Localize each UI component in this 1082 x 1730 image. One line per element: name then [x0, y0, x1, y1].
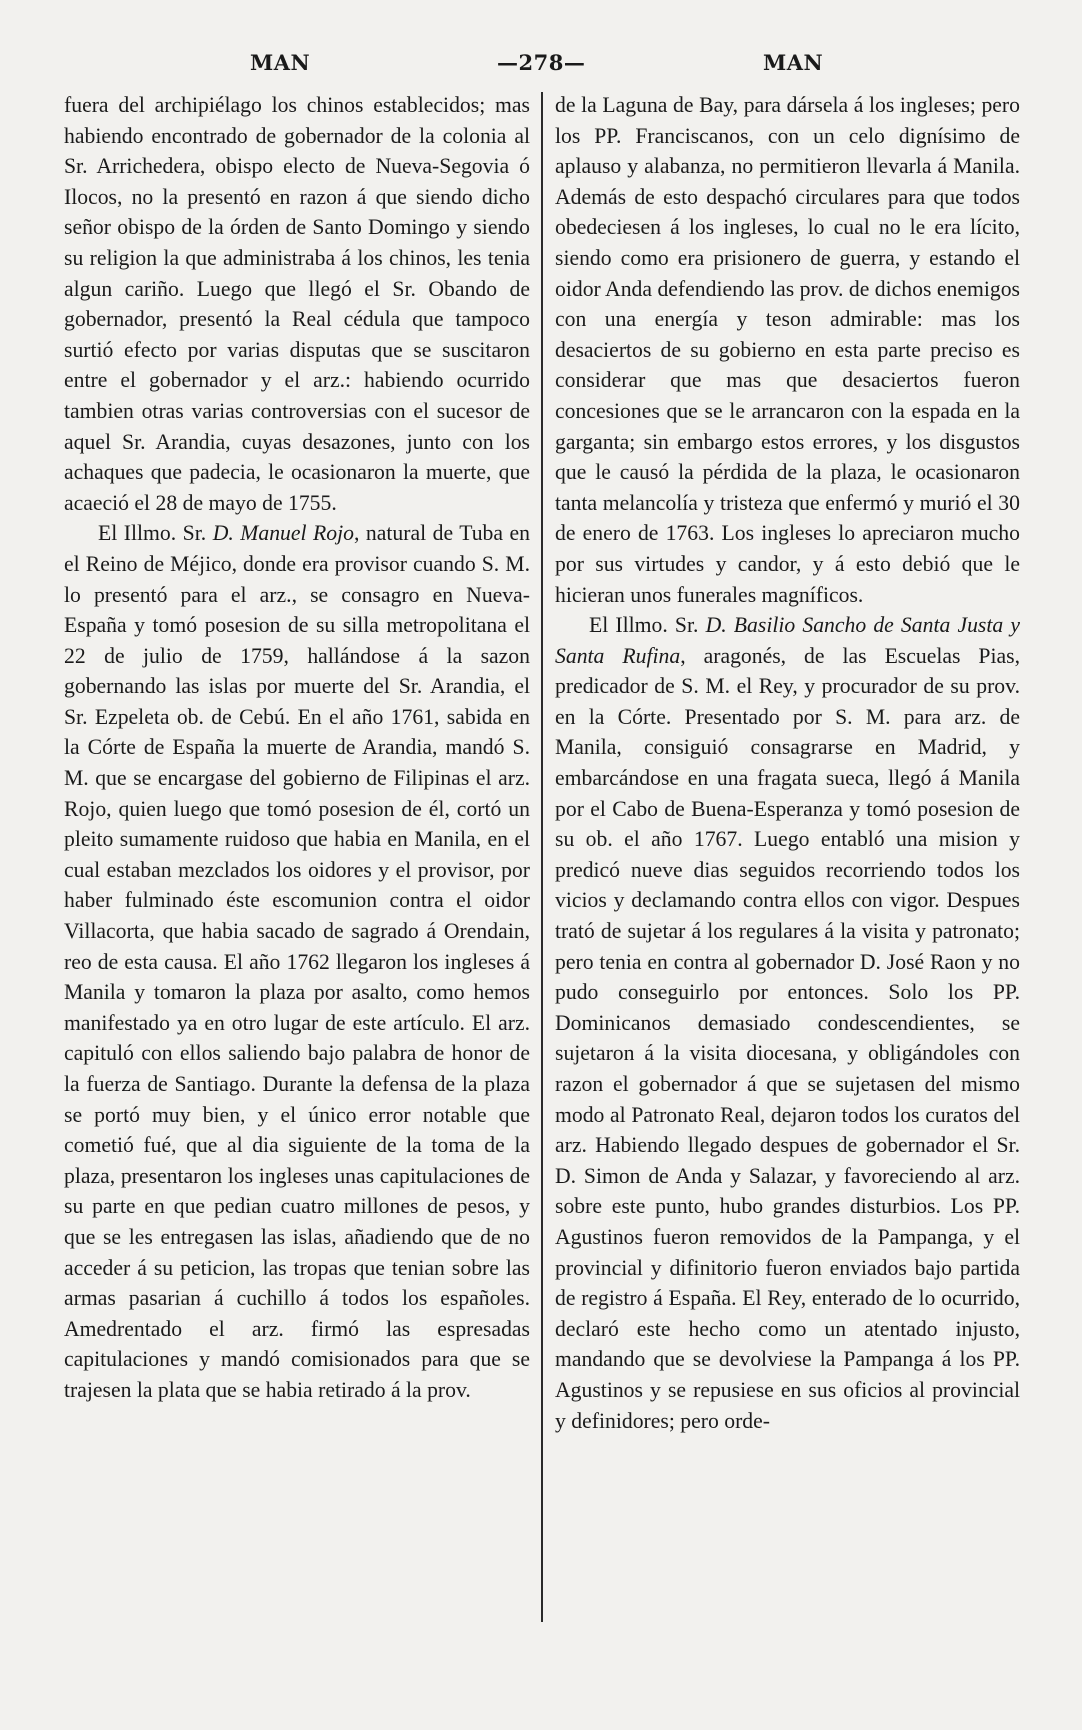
- running-head-right: MAN: [763, 50, 824, 75]
- paragraph: fuera del archipiélago los chinos establecidos; mas habiendo encontrado de gobernador de la colonia al Sr. Arrichedera, obispo electo de Nueva-Segovia ó Ilocos, no la presentó en razon á que siendo dicho señor obispo de la órden de Santo Domingo y siendo su religion la que administraba á los chinos, les tenia algun cariño. Luego que llegó el Sr. Obando de gobernador, presentó la Real cédula que tampoco surtió efecto por varias disputas que se suscitaron entre el gobernador y el arz.: habiendo ocurrido tambien otras varias controversias con el sucesor de aquel Sr. Arandia, cuyas desazones, junto con los achaques que padecia, le ocasionaron la muerte, que acaeció el 28 de mayo de 1755.: [64, 93, 530, 515]
- paragraph-body: , aragonés, de las Escuelas Pias, predicador de S. M. el Rey, y procurador de su prov. en la Córte. Presentado por S. M. para arz. de Manila, consiguió consagrarse en Madrid, y embarcándose en una fragata sueca, llegó á Manila por el Cabo de Buena-Esperanza y tomó posesion de su ob. el año 1767. Luego entabló una mision y predicó nueve dias seguidos recorriendo todos los vicios y declamando contra ellos con vigor. Despues trató de sujetar á los regulares á la visita y patronato; pero tenia en contra al gobernador D. José Raon y no pudo conseguirlo por entonces. Solo los PP. Dominicanos demasiado condescendientes, se sujetaron á la visita diocesana, y obligándoles con razon el gobernador á que se sujetasen del mismo modo al Patronato Real, dejaron todos los curatos del arz. Habiendo llegado despues de gobernador el Sr. D. Simon de Anda y Salazar, y favoreciendo al arz. sobre este punto, hubo grandes disturbios. Los PP. Agustinos fueron removidos de la Pampanga, y el provincial y difinitorio fueron enviados bajo partida de registro á España. El Rey, enterado de lo ocurrido, declaró este hecho como un atentado injusto, mandando que se devolviese la Pampanga á los PP. Agustinos y se repusiese en sus oficios al provincial y definidores; pero orde-: [555, 643, 1020, 1433]
- paragraph: [555, 610, 1020, 1436]
- archbishop-name: D. Basilio Sancho de Santa Justa y Santa Rufina: [555, 613, 1020, 668]
- left-column: [64, 90, 530, 1406]
- column-divider: [541, 92, 543, 1622]
- paragraph-body: , natural de Tuba en el Reino de Méjico, donde era provisor cuando S. M. lo presentó para el arz., se consagro en Nueva-España y tomó posesion de su silla metropolitana el 22 de julio de 1759, hallándose á la sazon gobernando las islas por muerte del Sr. Arandia, el Sr. Ezpeleta ob. de Cebú. En el año 1761, sabida en la Córte de España la muerte de Arandia, mandó S. M. que se encargase del gobierno de Filipinas el arz. Rojo, quien luego que tomó posesion de él, cortó un pleito sumamente ruidoso que habia en Manila, en el cual estaban mezclados los oidores y el provisor, por haber fulminado éste escomunion contra el oidor Villacorta, que habia sacado de sagrado á Orendain, reo de esta causa. El año 1762 llegaron los ingleses á Manila y tomaron la plaza por asalto, como hemos manifestado ya en otro lugar de este artículo. El arz. capituló con ellos saliendo bajo palabra de honor de la fuerza de Santiago. Durante la defensa de la plaza se portó muy bien, y el único error notable que cometió fué, que al dia siguiente de la toma de la plaza, presentaron los ingleses unas capitulaciones de su parte en que pedian cuatro millones de pesos, y que se les entregasen las islas, añadiendo que de no acceder á su peticion, las tropas que tenian sobre las armas pasarian á cuchillo á todos los españoles. Amedrentado el arz. firmó las espresadas capitulaciones y mandó comisionados para que se trajesen la plata que se habia retirado á la prov.: [64, 521, 530, 1402]
- running-head-left: MAN: [250, 50, 311, 75]
- paragraph: de la Laguna de Bay, para dársela á los ingleses; pero los PP. Franciscanos, con un celo dignísimo de aplauso y alabanza, no permitieron llevarla á Manila. Además de esto despachó circulares para que todos obedeciesen á los ingleses, lo cual no le era lícito, siendo como era prisionero de guerra, y estando el oidor Anda defendiendo las prov. de dichos enemigos con una energía y teson admirable: mas los desaciertos de su gobierno en esta parte preciso es considerar que mas que desaciertos fueron concesiones que se le arrancaron con la espada en la garganta; sin embargo estos errores, y los disgustos que le causó la pérdida de la plaza, le ocasionaron tanta melancolía y tristeza que enfermó y murió el 30 de enero de 1763. Los ingleses lo apreciaron mucho por sus virtudes y candor, y á esto debió que le hicieran unos funerales magníficos.: [555, 93, 1020, 607]
- paragraph: [64, 518, 530, 1405]
- page-number: —278—: [497, 50, 586, 75]
- paragraph-lead: El Illmo. Sr.: [98, 521, 213, 546]
- paragraph-lead: El Illmo. Sr.: [589, 613, 706, 638]
- archbishop-name: D. Manuel Rojo: [212, 521, 354, 546]
- right-column: [555, 90, 1020, 1436]
